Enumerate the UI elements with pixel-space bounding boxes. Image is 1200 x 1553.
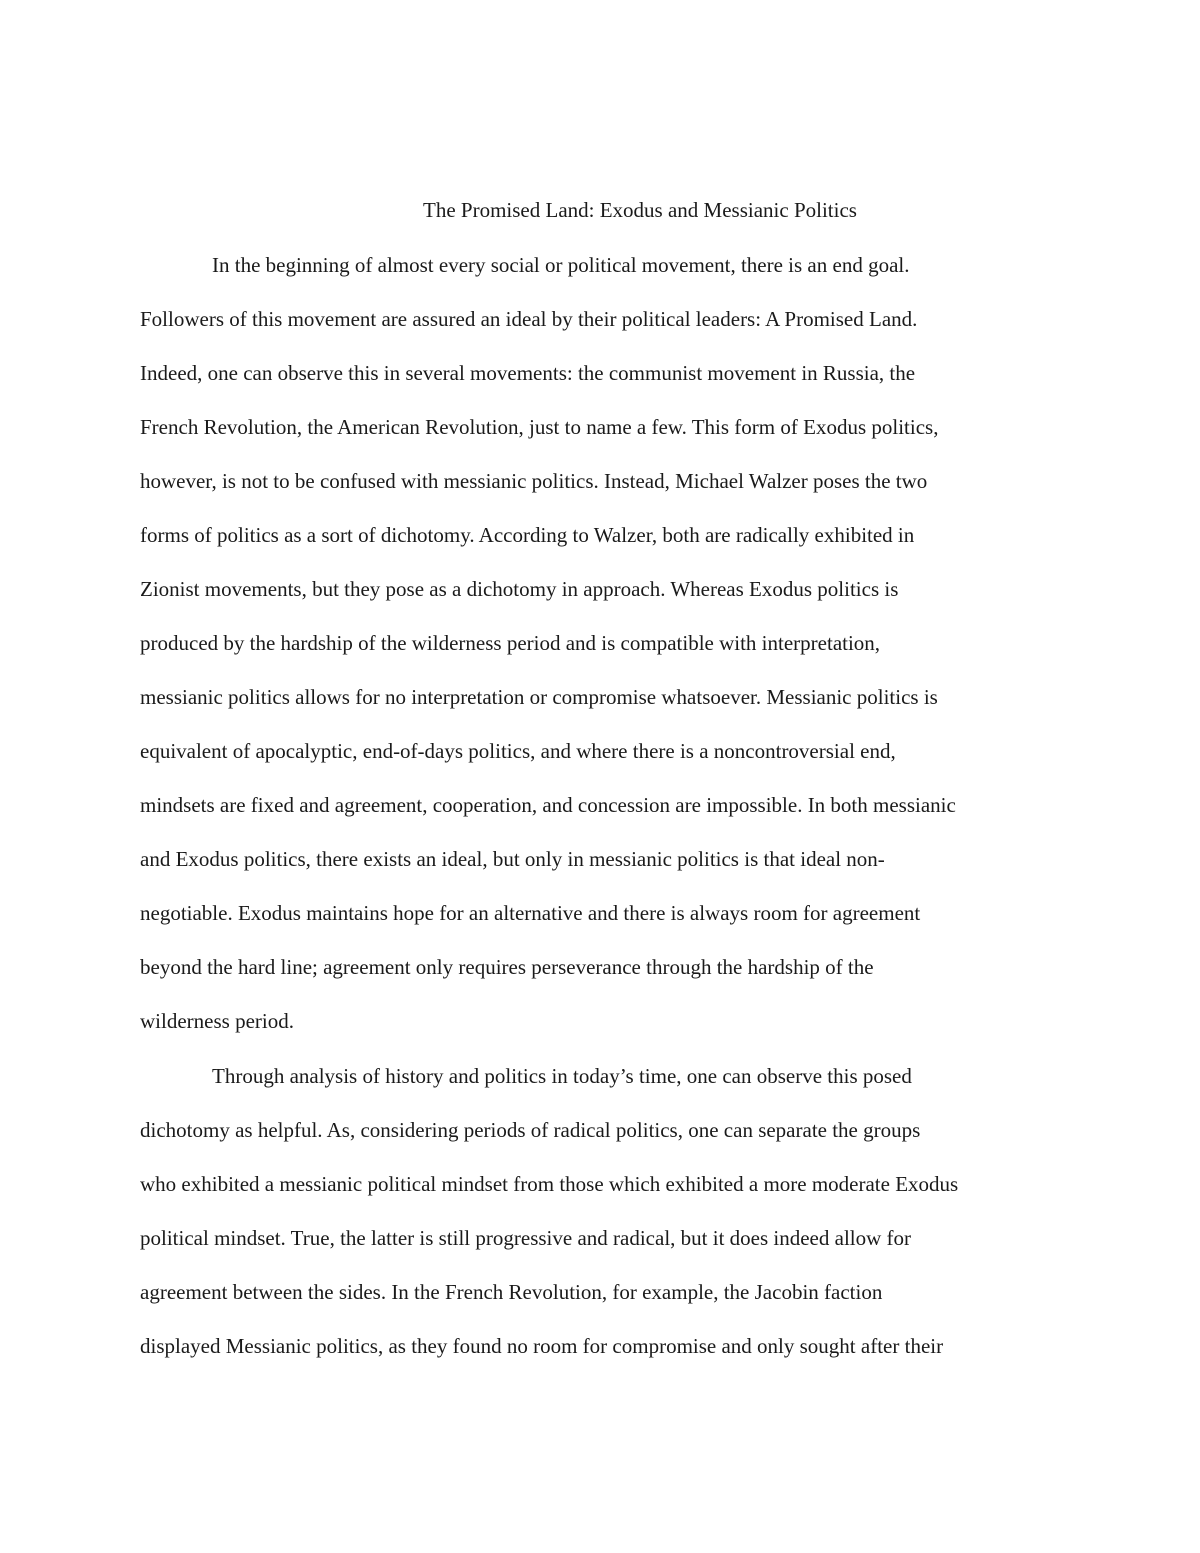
text-line: Zionist movements, but they pose as a dichotomy in approach. Whereas Exodus politics is xyxy=(140,577,899,601)
text-line: forms of politics as a sort of dichotomy. According to Walzer, both are radically exhibited in xyxy=(140,523,915,547)
text-line: displayed Messianic politics, as they found no room for compromise and only sought after their xyxy=(140,1334,944,1358)
text-line: In the beginning of almost every social or political movement, there is an end goal. xyxy=(212,253,910,277)
text-line: beyond the hard line; agreement only requires perseverance through the hardship of the xyxy=(140,955,874,979)
text-line: produced by the hardship of the wilderness period and is compatible with interpretation, xyxy=(140,631,881,655)
text-line: equivalent of apocalyptic, end-of-days politics, and where there is a noncontroversial end, xyxy=(140,739,896,763)
text-line: French Revolution, the American Revolution, just to name a few. This form of Exodus politics, xyxy=(140,415,939,439)
text-line: dichotomy as helpful. As, considering periods of radical politics, one can separate the groups xyxy=(140,1118,921,1142)
text-line: wilderness period. xyxy=(140,1009,294,1033)
text-line: Through analysis of history and politics in today’s time, one can observe this posed xyxy=(212,1064,912,1088)
text-line: Followers of this movement are assured an ideal by their political leaders: A Promised Land. xyxy=(140,307,918,331)
text-line: agreement between the sides. In the French Revolution, for example, the Jacobin faction xyxy=(140,1280,883,1304)
text-line: and Exodus politics, there exists an ideal, but only in messianic politics is that ideal non- xyxy=(140,847,885,871)
text-line: Indeed, one can observe this in several movements: the communist movement in Russia, the xyxy=(140,361,916,385)
text-line: political mindset. True, the latter is still progressive and radical, but it does indeed allow for xyxy=(140,1226,912,1250)
document-title: The Promised Land: Exodus and Messianic Politics xyxy=(423,198,857,222)
text-line: mindsets are fixed and agreement, cooperation, and concession are impossible. In both messianic xyxy=(140,793,956,817)
text-line: who exhibited a messianic political mindset from those which exhibited a more moderate Exodus xyxy=(140,1172,959,1196)
text-line: messianic politics allows for no interpretation or compromise whatsoever. Messianic politics is xyxy=(140,685,938,709)
text-line: negotiable. Exodus maintains hope for an alternative and there is always room for agreement xyxy=(140,901,921,925)
text-line: however, is not to be confused with messianic politics. Instead, Michael Walzer poses the two xyxy=(140,469,928,493)
